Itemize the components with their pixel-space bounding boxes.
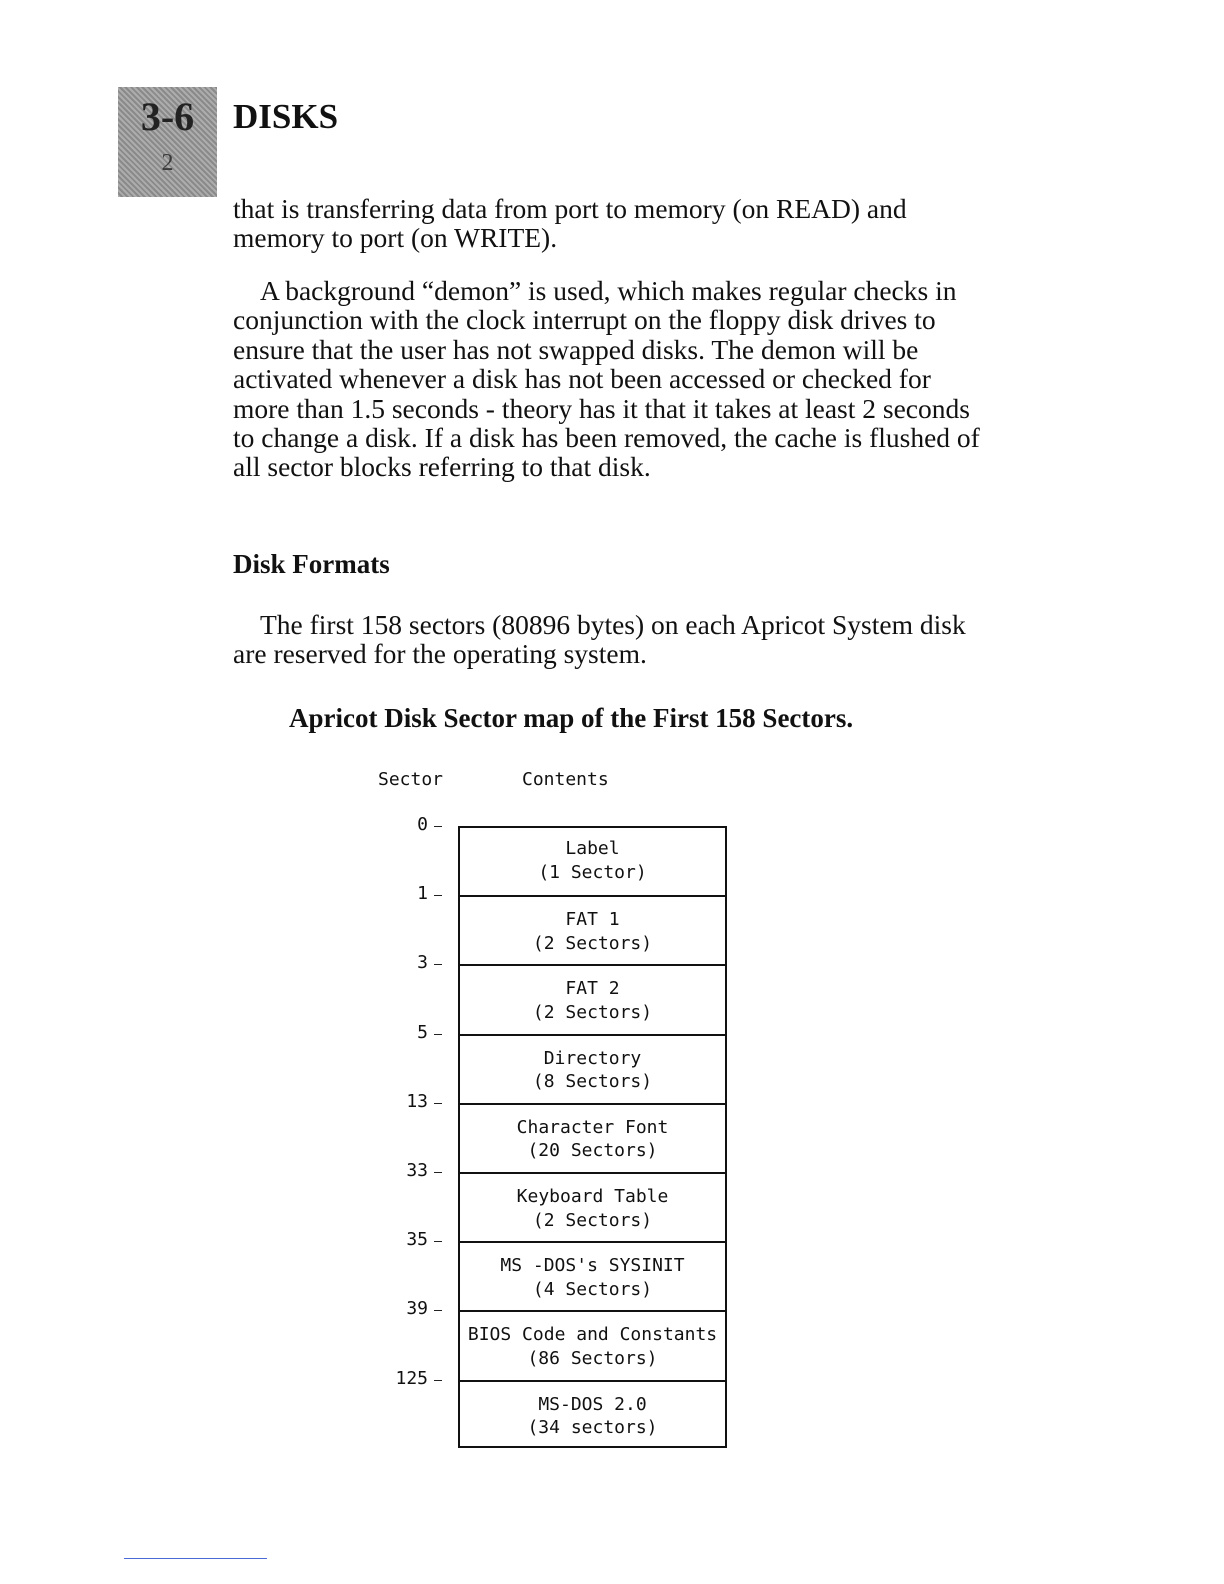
sector-region-name: FAT 2 xyxy=(565,978,620,1000)
sector-region-name: FAT 1 xyxy=(565,909,620,931)
chapter-title: DISKS xyxy=(233,97,339,136)
column-header-contents: Contents xyxy=(522,769,609,790)
sector-region-size: (1 Sector) xyxy=(538,861,647,883)
sector-region-size: (2 Sectors) xyxy=(532,1209,653,1231)
sector-region xyxy=(458,895,727,964)
sector-region xyxy=(458,1103,727,1172)
footer-rule xyxy=(124,1558,267,1559)
sector-boundary-label: 35 xyxy=(406,1229,428,1251)
sector-boundary-label: 33 xyxy=(406,1160,428,1181)
sector-boundary-label: 5 xyxy=(417,1021,428,1043)
page-number: 2 xyxy=(161,150,174,176)
sector-boundary-label: 3 xyxy=(417,952,428,974)
sector-boundary-tick xyxy=(434,1310,442,1311)
sector-region-size: (4 Sectors) xyxy=(532,1278,653,1300)
diagram-title: Apricot Disk Sector map of the First 158 Sectors. xyxy=(289,703,854,733)
paragraph-transfer: that is transferring data from port to memory (on READ) and memory to port (on WRITE). xyxy=(233,193,907,254)
sector-region xyxy=(458,1034,727,1103)
sector-boundary-label: 13 xyxy=(406,1090,428,1112)
sector-boundary-label: 125 xyxy=(395,1367,428,1389)
sector-region xyxy=(458,1172,727,1241)
sector-region-size: (8 Sectors) xyxy=(532,1071,653,1093)
sector-boundary-tick xyxy=(434,1172,442,1173)
sector-region xyxy=(458,964,727,1033)
sector-boundary-tick xyxy=(434,826,442,827)
sector-region xyxy=(458,1380,727,1449)
sector-region-name: Directory xyxy=(543,1047,642,1069)
sector-boundary-tick xyxy=(434,1103,442,1104)
sector-region-size: (20 Sectors) xyxy=(527,1140,658,1162)
section-number: 3-6 xyxy=(140,94,195,139)
sector-region-size: (2 Sectors) xyxy=(532,932,653,954)
section-heading-disk-formats: Disk Formats xyxy=(233,549,390,579)
sector-boundary-tick xyxy=(434,1034,442,1035)
sector-region-size: (2 Sectors) xyxy=(532,1001,653,1023)
sector-boundary-tick xyxy=(434,964,442,965)
paragraph-reserved-sectors: The first 158 sectors (80896 bytes) on each Apricot System disk are reserved for the operating system. xyxy=(233,609,966,670)
sector-boundary-tick xyxy=(434,1241,442,1242)
sector-region-size: (86 Sectors) xyxy=(527,1347,658,1369)
paragraph-demon: A background “demon” is used, which makes regular checks in conjunction with the clock interrupt on the floppy disk drives to ensure that the user has not swapped disks. The demon will be activated whenever a disk has not been accessed or checked for more than 1.5 seconds - theory has it that it takes at least 2 seconds to change a disk. If a disk has been removed, the cache is flushed of all sector blocks referring to that disk. xyxy=(233,275,980,483)
sector-boundary-tick xyxy=(434,1380,442,1381)
sector-region-name: Character Font xyxy=(516,1116,669,1138)
sector-boundary-label: 1 xyxy=(417,883,428,905)
sector-boundary-label: 39 xyxy=(406,1298,428,1320)
sector-region xyxy=(458,1241,727,1310)
section-badge xyxy=(118,87,217,197)
sector-region xyxy=(458,826,727,895)
sector-region-name: Keyboard Table xyxy=(516,1186,669,1207)
column-header-sector: Sector xyxy=(378,769,444,790)
sector-region-name: MS-DOS 2.0 xyxy=(538,1393,647,1415)
sector-region-name: Label xyxy=(565,838,620,859)
sector-region xyxy=(458,1310,727,1379)
sector-region-name: MS -DOS's SYSINIT xyxy=(500,1255,685,1277)
sector-boundary-tick xyxy=(434,895,442,896)
sector-region-size: (34 sectors) xyxy=(527,1417,658,1439)
sector-boundary-label: 0 xyxy=(417,814,428,835)
sector-region-name: BIOS Code and Constants xyxy=(467,1324,718,1346)
